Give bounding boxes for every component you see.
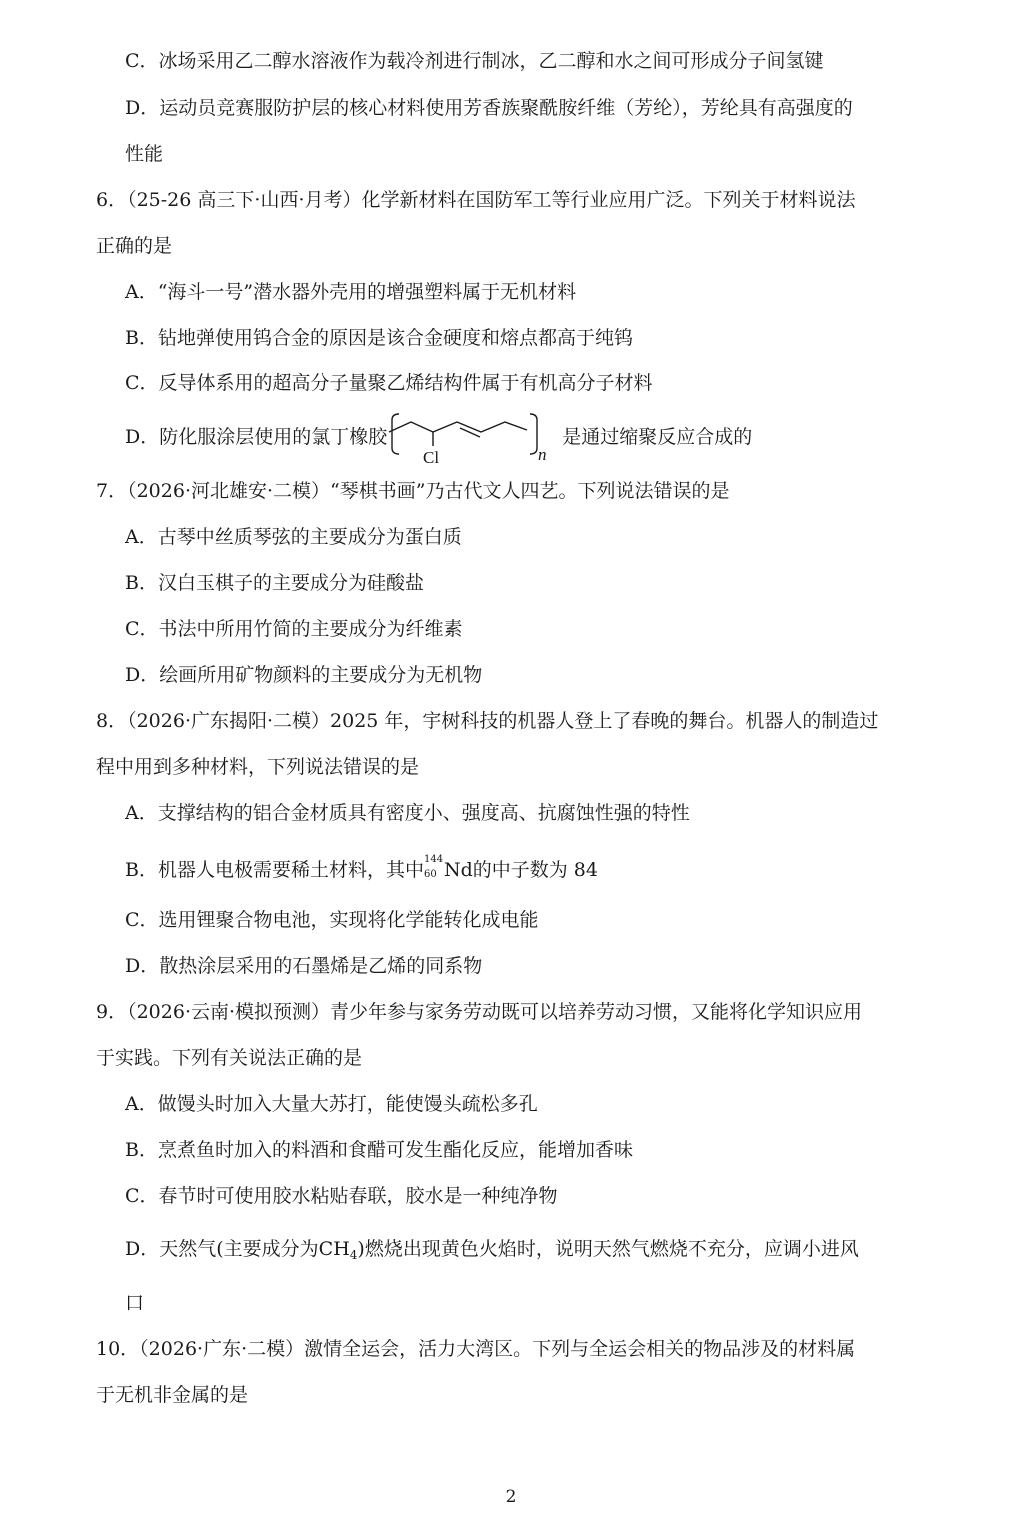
q6-option-a: A．“海斗一号”潜水器外壳用的增强塑料属于无机材料 xyxy=(125,281,577,303)
q6-option-d-prefix: D．防化服涂层使用的氯丁橡胶 xyxy=(125,426,388,448)
q9-option-d-suffix: )燃烧出现黄色火焰时，说明天然气燃烧不充分，应调小进风 xyxy=(357,1238,859,1260)
q5-option-d-line1: D．运动员竞赛服防护层的核心材料使用芳香族聚酰胺纤维（芳纶），芳纶具有高强度的 xyxy=(125,97,853,119)
q7-stem: 7．（2026·河北雄安·二模）“琴棋书画”乃古代文人四艺。下列说法错误的是 xyxy=(96,480,730,502)
q9-stem-line2: 于实践。下列有关说法正确的是 xyxy=(96,1047,363,1069)
q6-stem-line2: 正确的是 xyxy=(96,235,173,257)
q9-option-a: A．做馒头时加入大量大苏打，能使馒头疏松多孔 xyxy=(125,1093,538,1115)
q6-option-d-suffix: 是通过缩聚反应合成的 xyxy=(562,426,753,448)
methane-subscript: 4 xyxy=(349,1248,358,1262)
q8-option-d: D．散热涂层采用的石墨烯是乙烯的同系物 xyxy=(125,955,483,977)
page-number: 2 xyxy=(505,1487,517,1507)
q5-option-c: C．冰场采用乙二醇水溶液作为载冷剂进行制冰，乙二醇和水之间可形成分子间氢键 xyxy=(125,50,824,72)
q6-option-d xyxy=(125,426,753,467)
q9-stem-line1: 9．（2026·云南·模拟预测）青少年参与家务劳动既可以培养劳动习惯，又能将化学知识应用 xyxy=(96,1001,863,1023)
q6-option-c: C．反导体系用的超高分子量聚乙烯结构件属于有机高分子材料 xyxy=(125,372,653,394)
q9-option-d-prefix: D．天然气(主要成分为 xyxy=(125,1238,319,1260)
methane-ch: CH xyxy=(318,1238,350,1260)
q9-option-d-line2: 口 xyxy=(125,1292,145,1314)
q8-option-b-suffix: 的中子数为 84 xyxy=(472,859,598,881)
q6-stem-line1: 6．（25-26 高三下·山西·月考）化学新材料在国防军工等行业应用广泛。下列关于材料说法 xyxy=(96,189,856,211)
q8-stem-line2: 程中用到多种材料，下列说法错误的是 xyxy=(96,756,420,778)
q8-option-b xyxy=(125,854,598,881)
element-symbol: Nd xyxy=(443,859,473,881)
repeat-n-label: n xyxy=(538,445,547,464)
q7-option-a: A．古琴中丝质琴弦的主要成分为蛋白质 xyxy=(125,526,462,548)
q10-stem-line1: 10．（2026·广东·二模）激情全运会，活力大湾区。下列与全运会相关的物品涉及的材料属 xyxy=(96,1338,856,1360)
chloroprene-rubber-formula xyxy=(387,428,562,467)
q6-option-b: B．钻地弹使用钨合金的原因是该合金硬度和熔点都高于纯钨 xyxy=(125,327,633,349)
q7-option-b: B．汉白玉棋子的主要成分为硅酸盐 xyxy=(125,572,424,594)
q8-option-b-prefix: B．机器人电极需要稀土材料，其中 xyxy=(125,859,424,881)
q8-option-c: C．选用锂聚合物电池，实现将化学能转化成电能 xyxy=(125,909,539,931)
q7-option-d: D．绘画所用矿物颜料的主要成分为无机物 xyxy=(125,664,483,686)
q9-option-b: B．烹煮鱼时加入的料酒和食醋可发生酯化反应，能增加香味 xyxy=(125,1139,633,1161)
q5-option-d-line2: 性能 xyxy=(125,143,164,165)
nuclide-notation xyxy=(423,854,444,880)
q10-stem-line2: 于无机非金属的是 xyxy=(96,1384,249,1406)
q7-option-c: C．书法中所用竹简的主要成分为纤维素 xyxy=(125,618,463,640)
q8-stem-line1: 8．（2026·广东揭阳·二模）2025 年，宇树科技的机器人登上了春晚的舞台。机器人的制造过 xyxy=(96,710,879,732)
mass-number: 144 xyxy=(423,854,444,865)
chloroprene-structure-svg xyxy=(387,408,562,468)
q8-option-a: A．支撑结构的铝合金材质具有密度小、强度高、抗腐蚀性强的特性 xyxy=(125,802,690,824)
q9-option-c: C．春节时可使用胶水粘贴春联，胶水是一种纯净物 xyxy=(125,1185,558,1207)
atomic-number: 60 xyxy=(423,869,437,880)
q9-option-d-line1 xyxy=(125,1240,859,1261)
methane-formula xyxy=(319,1238,358,1260)
chlorine-label: Cl xyxy=(423,448,440,467)
